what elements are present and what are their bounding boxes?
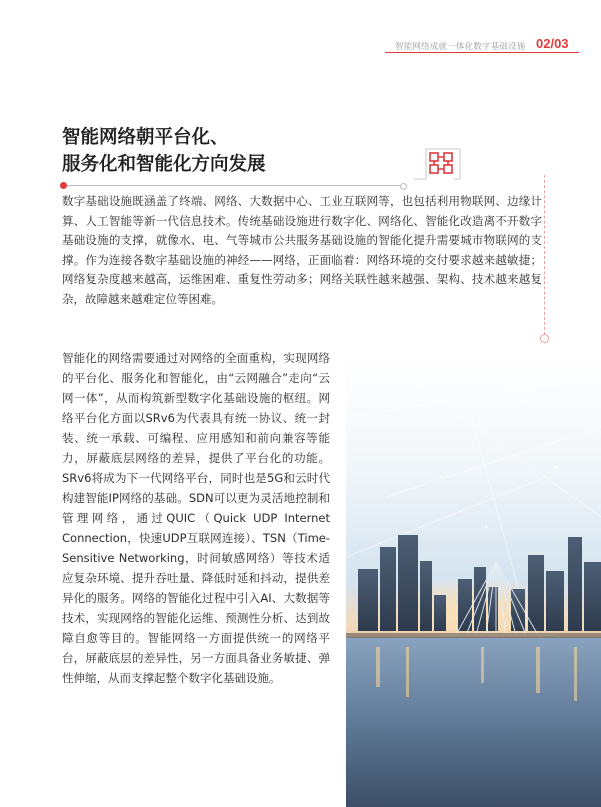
title-divider-dot — [60, 182, 67, 189]
section-title-line-2: 服务化和智能化方向发展 — [62, 154, 266, 175]
body-paragraph-1: 数字基础设施既涵盖了终端、网络、大数据中心、工业互联网等，也包括利用物联网、边缘计算、人工智能等新一代信息技术。传统基础设施进行数字化、网络化、智能化改造离不开数字基础设施的支撑，就像水、电、气等城市公共服务基础设施的智能化提升需要城市物联网的支撑。作为连接各数字基础设施的神经——网络，正面临着：网络环境的交付要求越来越敏捷；网络复杂度越来越高，运维困难、重复性劳动多；网络关联性越来越强、架构、技术越来越复杂，故障越来越难定位等困难。 — [62, 194, 542, 306]
title-divider-end-dot — [400, 183, 407, 190]
decorative-dashed-line — [544, 175, 545, 335]
section-title — [62, 124, 362, 178]
title-divider — [62, 185, 402, 186]
network-nodes-icon — [408, 139, 466, 185]
header-rule — [385, 52, 579, 53]
page-number: 02/03 — [536, 36, 569, 51]
city-skyline-photo — [346, 357, 601, 807]
section-title-line-1: 智能网络朝平台化、 — [62, 127, 229, 148]
decorative-line-end-dot — [540, 334, 549, 343]
running-header-title: 智能网络成就一体化数字基础设施 — [395, 42, 526, 52]
body-paragraph-2: 智能化的网络需要通过对网络的全面重构，实现网络的平台化、服务化和智能化，由“云网融合”走向“云网一体”，从而构筑新型数字化基础设施的枢纽。网络平台化方面以SRv6为代表具有统一协议、统一封装、统一承载、可编程、应用感知和前向兼容等能力，屏蔽底层网络的差异，提供了平台化的功能。SRv6将成为下一代网络平台，同时也是5G和云时代构建智能IP网络的基础。SDN可以更为灵活地控制和管理网络，通过QUIC（Quick UDP Internet Connection，快速UDP互联网连接）、TSN（Time-Sensitive Networking，时间敏感网络）等技术适应复杂环境、提升吞吐量、降低时延和抖动，提供差异化的服务。网络的智能化过程中引入AI、大数据等技术，实现网络的智能化运维、预测性分析、达到故障自愈等目的。智能网络一方面提供统一的网络平台，屏蔽底层的差异性，另一方面具备业务敏捷、弹性伸缩，从而支撑起整个数字化基础设施。 — [62, 351, 330, 685]
